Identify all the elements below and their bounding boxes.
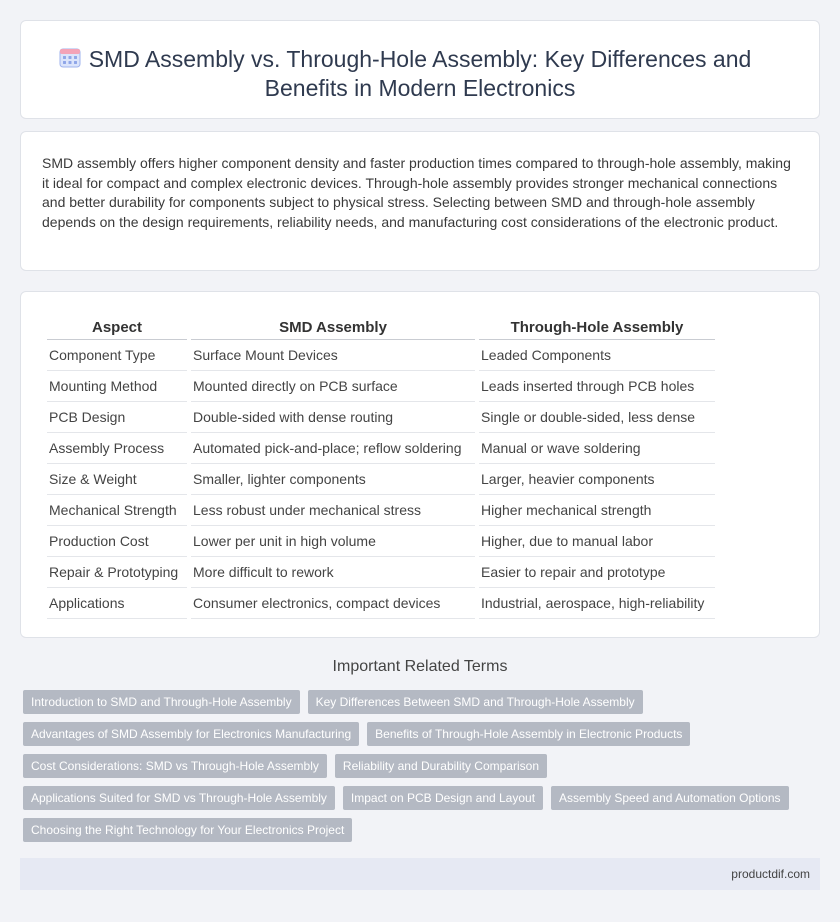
table-cell: Higher, due to manual labor [479, 526, 715, 557]
related-term-tag[interactable]: Key Differences Between SMD and Through-Hole Assembly [308, 690, 643, 714]
table-cell: Less robust under mechanical stress [191, 495, 475, 526]
table-cell: Industrial, aerospace, high-reliability [479, 588, 715, 619]
table-cell: Consumer electronics, compact devices [191, 588, 475, 619]
related-term-tag[interactable]: Introduction to SMD and Through-Hole Assembly [23, 690, 300, 714]
table-cell: Mechanical Strength [47, 495, 187, 526]
intro-card [20, 131, 820, 271]
table-row [47, 526, 715, 557]
comparison-table [43, 316, 719, 619]
table-cell: Production Cost [47, 526, 187, 557]
table-cell: Smaller, lighter components [191, 464, 475, 495]
table-cell: Easier to repair and prototype [479, 557, 715, 588]
table-row [47, 340, 715, 371]
table-cell: Repair & Prototyping [47, 557, 187, 588]
table-cell: Larger, heavier components [479, 464, 715, 495]
related-term-tag[interactable]: Benefits of Through-Hole Assembly in Electronic Products [367, 722, 690, 746]
table-cell: More difficult to rework [191, 557, 475, 588]
related-term-tag[interactable]: Assembly Speed and Automation Options [551, 786, 788, 810]
related-term-tag[interactable]: Applications Suited for SMD vs Through-Hole Assembly [23, 786, 335, 810]
footer-site-link[interactable]: productdif.com [731, 867, 810, 881]
table-cell: Mounted directly on PCB surface [191, 371, 475, 402]
table-cell: Surface Mount Devices [191, 340, 475, 371]
table-cell: Size & Weight [47, 464, 187, 495]
intro-paragraph: SMD assembly offers higher component density and faster production times compared to through-hole assembly, making it ideal for compact and complex electronic devices. Through-hole assembly provides stronger mechanical connections and better durability for components subject to physical stress. Selecting between SMD and through-hole assembly depends on the design requirements, reliability needs, and manufacturing cost considerations of the electronic product. [42, 155, 791, 230]
related-term-tag[interactable]: Cost Considerations: SMD vs Through-Hole Assembly [23, 754, 327, 778]
column-header: Through-Hole Assembly [479, 316, 715, 340]
table-cell: Mounting Method [47, 371, 187, 402]
table-row [47, 464, 715, 495]
table-cell: Component Type [47, 340, 187, 371]
column-header: SMD Assembly [191, 316, 475, 340]
related-term-tag[interactable]: Advantages of SMD Assembly for Electronics Manufacturing [23, 722, 359, 746]
column-header: Aspect [47, 316, 187, 340]
table-row [47, 371, 715, 402]
related-term-tag[interactable]: Reliability and Durability Comparison [335, 754, 547, 778]
page-title: SMD Assembly vs. Through-Hole Assembly: Key Differences and Benefits in Modern Electronics [88, 46, 752, 101]
related-terms-title: Important Related Terms [332, 658, 508, 675]
table-cell: PCB Design [47, 402, 187, 433]
table-header-row [47, 316, 715, 340]
table-cell: Leaded Components [479, 340, 715, 371]
table-cell: Manual or wave soldering [479, 433, 715, 464]
table-row [47, 433, 715, 464]
table-cell: Higher mechanical strength [479, 495, 715, 526]
related-terms-list [23, 690, 803, 842]
table-row [47, 402, 715, 433]
comparison-card [20, 291, 820, 638]
table-cell: Applications [47, 588, 187, 619]
table-body [47, 340, 715, 619]
footer [20, 858, 820, 890]
related-term-tag[interactable]: Choosing the Right Technology for Your Electronics Project [23, 818, 352, 842]
table-cell: Double-sided with dense routing [191, 402, 475, 433]
table-row [47, 557, 715, 588]
table-row [47, 495, 715, 526]
related-term-tag[interactable]: Impact on PCB Design and Layout [343, 786, 543, 810]
title-card [20, 20, 820, 119]
table-cell: Automated pick-and-place; reflow soldering [191, 433, 475, 464]
table-cell: Assembly Process [47, 433, 187, 464]
table-cell: Lower per unit in high volume [191, 526, 475, 557]
table-row [47, 588, 715, 619]
table-cell: Single or double-sided, less dense [479, 402, 715, 433]
table-cell: Leads inserted through PCB holes [479, 371, 715, 402]
